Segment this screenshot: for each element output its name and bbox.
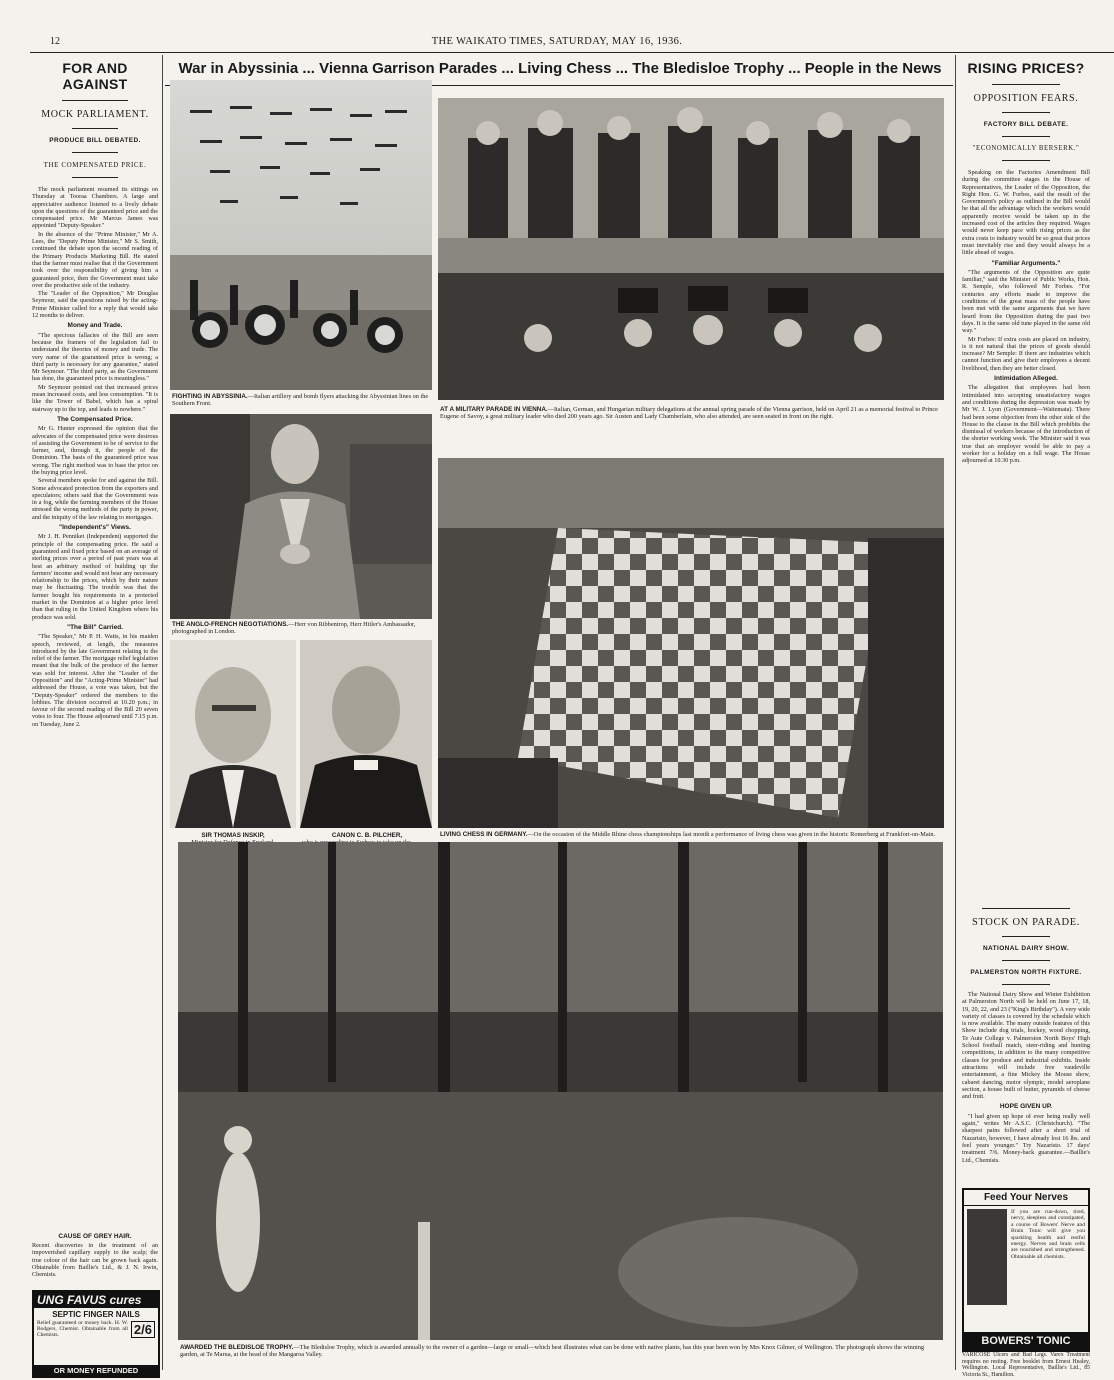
ad-brand: UNG FAVUS cures bbox=[34, 1292, 158, 1308]
section-heading: "Independent's" Views. bbox=[59, 524, 131, 532]
right-subhead-2: FACTORY BILL DEBATE. bbox=[983, 121, 1069, 128]
caption-label: LIVING CHESS IN GERMANY. bbox=[440, 831, 528, 838]
left-subhead-1: MOCK PARLIAMENT. bbox=[41, 109, 149, 120]
caption-text: —The Bledisloe Trophy, which is awarded annually to the owner of a garden—large or small—which best illustrates what can be done with native plants, has this year been won by Mrs Knox Gilmer, of Wellington. The photograph shows the winning garden, at Te Marua, at the head of the Mangaroa Valley. bbox=[180, 1344, 925, 1359]
left-body bbox=[32, 186, 158, 728]
section-heading: "The Bill" Carried. bbox=[66, 623, 123, 631]
paragraph: "The specious fallacies of the Bill are seen because the framers of the legislation fail to understand the theories of money and trade. The very name of the guaranteed price is wrong; a third party is necessary for any guarantee," stated Mr Seymour. "The third party, as the Government has done, the guaranteed price is meaningless." bbox=[32, 331, 158, 383]
banner-headline: War in Abyssinia ... Vienna Garrison Parades ... Living Chess ... The Bledisloe Trophy ... People in the News bbox=[178, 60, 942, 77]
paragraph: Mr Forbes: If extra costs are placed on industry, is it not natural that the prices of goods should increase? Mr Semple: If there are industries which cannot function and give their employees a decent livelihood, then they are better closed. bbox=[962, 335, 1090, 372]
caption-name: CANON C. B. PILCHER, bbox=[331, 832, 403, 839]
right-heading: RISING PRICES? bbox=[967, 60, 1085, 76]
ribbentrop-caption bbox=[172, 621, 430, 636]
chess-photo bbox=[438, 458, 944, 828]
caption-name: SIR THOMAS INSKIP, bbox=[201, 832, 265, 839]
bledisloe-caption bbox=[180, 1344, 942, 1359]
section-heading: The Compensated Price. bbox=[57, 415, 133, 423]
paragraph: Mr G. Hunter expressed the opinion that the advocates of the compensated price were desirous of assisting the Government to be of service to the farmer, and, through it, the people of the Dominion. The basis of the guaranteed price was wrong. The right method was to base the price on the buying price level. bbox=[32, 425, 158, 476]
page-number: 12 bbox=[50, 36, 60, 47]
masthead-rule bbox=[30, 52, 1114, 53]
caption-label: THE ANGLO-FRENCH NEGOTIATIONS. bbox=[172, 621, 289, 628]
caption-label: FIGHTING IN ABYSSINIA. bbox=[172, 393, 248, 400]
abyssinia-photo bbox=[170, 80, 432, 390]
paragraph: "The Speaker," Mr P. H. Watts, in his maiden speech, reviewed, at length, the measures introduced by the late Government relating to the relief of the farmer. The mortgage relief legislation meant that the bulk of the produce of the farmer was sold for interest. After the "Leader of the Opposition" and the "Acting-Prime Minister" had addressed the House, a vote was taken, but the "Deputy-Speaker" ordered the members to the lobbies. The division occurred at 10.20 p.m.; in favour of the second reading of the Bill 20 seven votes to four. The House adjourned until 7.15 p.m. on Tuesday, June 2. bbox=[32, 633, 158, 728]
caption-text: —Herr von Ribbentrop, Herr Hitler's Ambassador, photographed in London. bbox=[172, 621, 416, 636]
caption-text: —Italian, German, and Hungarian military delegations at the annual spring parade of the Vienna garrison, held on April 21 as a memorial festival to Prince Eugene of Savoy, a great military leader who died 200 years ago. Sir Austen and Lady Chamberlain, who also attended, are seen seated in front on the right. bbox=[440, 406, 938, 421]
paragraph: Mr J. H. Penniket (Independent) supported the principle of the compensating price. He said a guaranteed and fixed price based on an average of sterling prices over a period of past years was at best an arbitrary method of building up the farmers' income and would not bear any necessary relationship to the prices, which by their nature may be fluctuating. The trouble was that the farmer bought his requirements in a protected market in the Dominion at a higher price level than that ruling in the United Kingdom where his produce was sold. bbox=[32, 533, 158, 621]
notice-heading: CAUSE OF GREY HAIR. bbox=[58, 1233, 132, 1240]
abyssinia-image bbox=[170, 80, 432, 390]
ad-brand: BOWERS' TONIC bbox=[964, 1332, 1088, 1350]
section-heading: "Familiar Arguments." bbox=[991, 259, 1061, 267]
vienna-image bbox=[438, 98, 944, 400]
left-subhead-2: PRODUCE BILL DEBATED. bbox=[49, 137, 141, 144]
caption-text: —On the occasion of the Middle Rhine chess championships last month a performance of living chess was given in the historic Romerberg at Frankfort-on-Main. bbox=[527, 831, 936, 838]
right-subhead-1: OPPOSITION FEARS. bbox=[973, 93, 1079, 104]
ad-footer: OR MONEY REFUNDED bbox=[34, 1365, 158, 1376]
right-heading-2: STOCK ON PARADE. bbox=[972, 917, 1080, 928]
chess-image bbox=[438, 458, 944, 828]
garden-image bbox=[178, 842, 943, 1340]
section-heading: Intimidation Alleged. bbox=[994, 375, 1058, 383]
masthead: THE WAIKATO TIMES, SATURDAY, MAY 16, 1936. bbox=[431, 36, 683, 47]
paragraph: Several members spoke for and against the Bill. Some advocated protection from the exporters and speculators; others said that the Government was in a fog, while the farming members of the House stressed the wrong methods of the party in power, and the iniquity of the law relating to mortgages. bbox=[32, 477, 158, 521]
pilcher-portrait bbox=[300, 640, 432, 828]
inskip-image bbox=[170, 640, 296, 828]
column-rule-left bbox=[162, 55, 163, 1370]
favus-advert bbox=[32, 1290, 160, 1378]
paragraph: The allegation that employees had been intimidated into accepting unsatisfactory wages and conditions during the depression was made by Mr W. J. Lyon (Government—Waitemata). There had been some objection from the other side of the House to the clause in the Bill which prohibits the dismissal of workers because of the introduction of the shorter working week. The Minister said it was true that an employer would be able to pay a worker for a holiday on a full wage. The House adjourned at 10.30 p.m. bbox=[962, 384, 1090, 465]
grey-hair-notice bbox=[32, 1230, 158, 1278]
section-heading: HOPE GIVEN UP. bbox=[999, 1103, 1053, 1111]
caption-label: AT A MILITARY PARADE IN VIENNA. bbox=[440, 406, 548, 413]
varicose-notice: VARICOSE Ulcers and Bad Legs. Varex Treatment requires no resting. Free booklet from Ernest Healey, Wellington. Local Representative, Baillie's Ltd., 85 Victoria St., Hamilton. bbox=[962, 1352, 1090, 1378]
bowers-advert bbox=[962, 1188, 1090, 1352]
paragraph: The National Dairy Show and Winter Exhibition at Palmerston North will be held on June 17, 18, 19, 20, 22, and 23 ("King's Birthday"). A very wide variety of classes is covered by the schedule which is now available. The many outside features of this Show include dog trials, hockey, wood chopping, Te Aute College v. Palmerston North Boys' High School football match, steer-riding and hunting competitions, in addition to the many competitive classes for produce and industrial exhibits. Inside attractions will include free vaudeville entertainment, a fine Mickey the Mouse show, cabaret dancing, motor olympic, model aeroplane section, a house built of butter, pyramids of cheese and fruit. bbox=[962, 991, 1090, 1101]
notice-text: Recent discoveries in the treatment of an impoverished capillary supply to the scalp; the true colour of the hair can be grown back again. Obtainable from Baillie's Ltd., & J. N. Irwin, Chemists. bbox=[32, 1242, 158, 1279]
left-column bbox=[32, 60, 158, 729]
left-subhead-3: THE COMPENSATED PRICE. bbox=[43, 161, 147, 169]
right-body bbox=[962, 169, 1090, 465]
paragraph: The "Leader of the Opposition," Mr Douglas Seymour, said the questions raised by the acting-Prime Minister called for a reply that would take 12 months to deliver. bbox=[32, 290, 158, 320]
ribbentrop-image bbox=[170, 414, 432, 619]
ribbentrop-photo bbox=[170, 414, 432, 619]
section-heading: Money and Trade. bbox=[67, 322, 123, 330]
inskip-portrait bbox=[170, 640, 296, 828]
paragraph: In the absence of the "Prime Minister," Mr A. Lees, the "Deputy Prime Minister," Mr S. Smith, continued the debate upon the second reading of the Primary Products Marketing Bill. He stated that the farmer must realise that if the Government took over the responsibility of giving him a guaranteed price, then the Government must take over the productive side of the industry. bbox=[32, 230, 158, 289]
vienna-photo bbox=[438, 98, 944, 400]
chess-caption bbox=[440, 831, 944, 838]
abyssinia-caption bbox=[172, 393, 430, 408]
ad-line: SEPTIC FINGER NAILS bbox=[52, 1310, 140, 1319]
ad-text: If you are run-down, tired, nervy, sleepless and constipated, a course of Bowers' Nerve and Brain Tonic will give you sparkling health and restful energy. Nerves and brain cells are nourished and strengthened. Obtainable all chemists. bbox=[1011, 1209, 1085, 1260]
paragraph: Speaking on the Factories Amendment Bill during the committee stages in the House of Representatives, the Leader of the Opposition, the Right Hon. G. W. Forbes, said the result of the Government's policy as outlined in the Bill would be that all the advantage which the workers would apparently receive would be taken up in the increased cost of the articles they required. Wages would never keep pace with rising prices as the extra costs to industry would be so great that prices must inevitably rise and they would always be a little ahead of wages. bbox=[962, 169, 1090, 257]
caption-text: —Italian artillery and bomb flyers attacking the Abyssinian lines on the Southern Front. bbox=[172, 393, 429, 408]
ad-price: 2/6 bbox=[131, 1321, 155, 1338]
pilcher-image bbox=[300, 640, 432, 828]
left-heading: FOR AND AGAINST bbox=[62, 60, 128, 92]
caption-label: AWARDED THE BLEDISLOE TROPHY. bbox=[180, 1344, 294, 1351]
paragraph: "I had given up hope of ever being really well again," writes Mr A.S.C. (Christchurch). "The sharpest pains followed after a short trial of Nazaristo, however, I have already lost 16 lbs. and feel years younger." Try Nazaristo. 17 days' treatment 7/6. Money-back guarantee.—Baillie's Ltd., Chemists. bbox=[962, 1112, 1090, 1164]
stock-on-parade bbox=[962, 908, 1090, 1165]
paragraph: Mr Seymour pointed out that increased prices mean increased costs, and less consumption. "It is like the Tower of Babel, which has a spiral stairway up to the top, and leads to nowhere." bbox=[32, 383, 158, 413]
right-body-2 bbox=[962, 991, 1090, 1164]
bottle-illustration bbox=[967, 1209, 1007, 1305]
ad-heading: Feed Your Nerves bbox=[964, 1190, 1088, 1206]
ad-text: Relief guaranteed or money back. H. W. Bodgers, Chemist. Obtainable from all Chemists. bbox=[37, 1320, 128, 1338]
column-rule-right bbox=[955, 55, 956, 1370]
bledisloe-photo bbox=[178, 842, 943, 1340]
paragraph: The mock parliament resumed its sittings on Thursday at Tooraa Chambers. A large and appreciative audience listened to a lively debate upon the questions of the guaranteed price and the compensated price. Mr Marcus James was appointed "Deputy-Speaker." bbox=[32, 186, 158, 230]
vienna-caption bbox=[440, 406, 944, 421]
paragraph: "The arguments of the Opposition are quite familiar," said the Minister of Public Works, Hon. R. Semple, who followed Mr Forbes. "For centuries any efforts made to improve the conditions of the great mass of the people have been met with the same arguments that we have heard from the Opposition during the past two days. It is the same old tune played in the same old way." bbox=[962, 268, 1090, 335]
right-subhead-3: "ECONOMICALLY BERSERK." bbox=[972, 145, 1080, 152]
right-column bbox=[962, 60, 1090, 466]
right-subhead-5: PALMERSTON NORTH FIXTURE. bbox=[970, 969, 1082, 976]
right-subhead-4: NATIONAL DAIRY SHOW. bbox=[982, 945, 1070, 952]
